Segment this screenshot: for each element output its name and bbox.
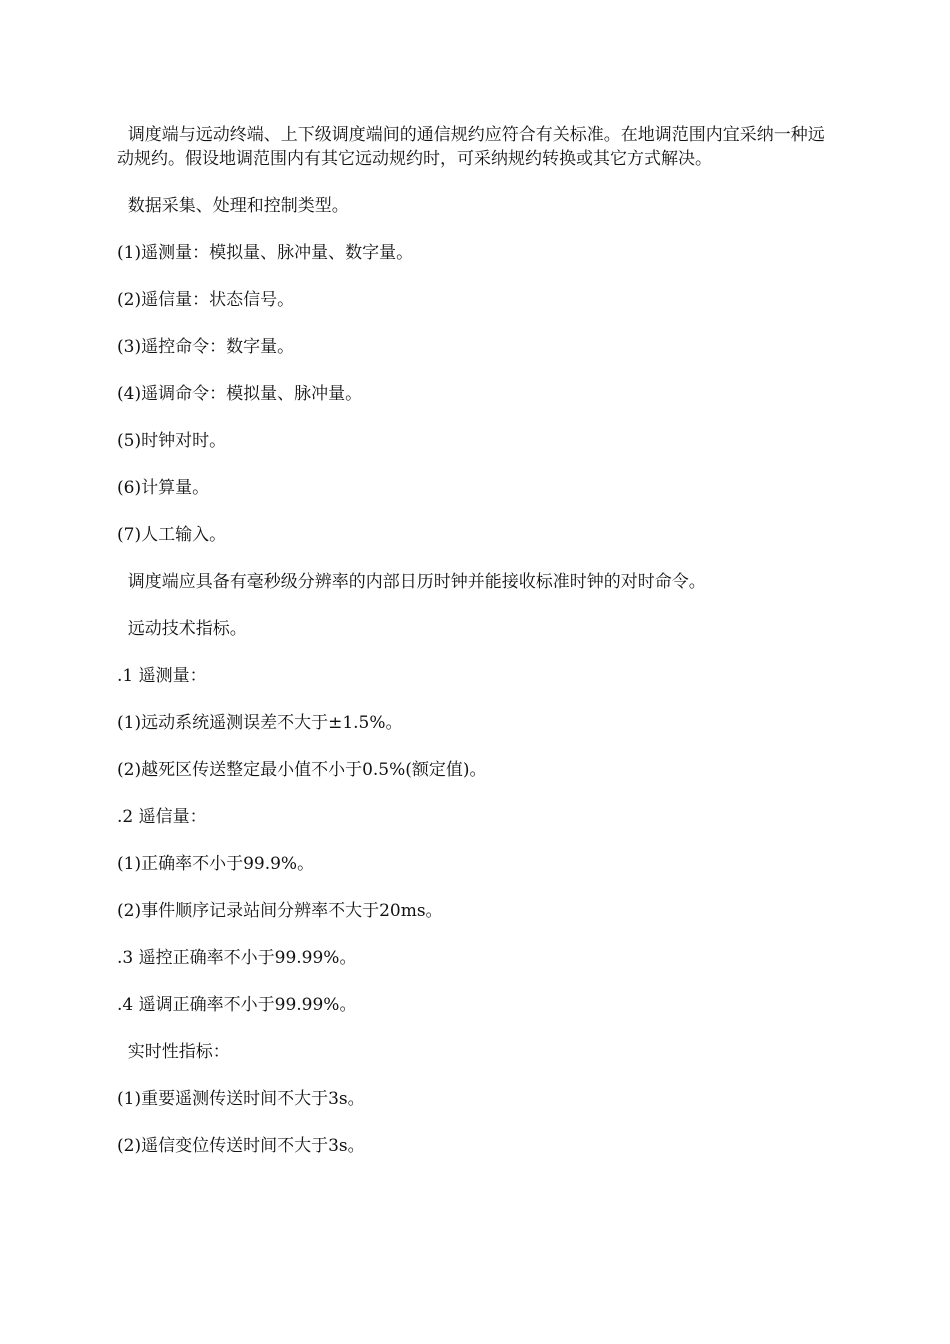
list-item-soe-resolution: (2)事件顺序记录站间分辨率不大于20ms。 — [117, 900, 443, 921]
list-item-calculated: (6)计算量。 — [117, 477, 210, 498]
list-item-clock-sync: (5)时钟对时。 — [117, 430, 227, 451]
list-item-telesignal: (2)遥信量：状态信号。 — [117, 289, 295, 310]
list-item-accuracy: (1)正确率不小于99.9%。 — [117, 853, 315, 874]
paragraph-data-types: 数据采集、处理和控制类型。 — [117, 195, 349, 216]
list-item-telemetry-time: (1)重要遥测传送时间不大于3s。 — [117, 1088, 365, 1109]
list-item-teleadjust: (4)遥调命令：模拟量、脉冲量。 — [117, 383, 363, 404]
list-item-deadband: (2)越死区传送整定最小值不小于0.5%(额定值)。 — [117, 759, 487, 780]
list-item-telecontrol: (3)遥控命令：数字量。 — [117, 336, 295, 357]
section-heading-realtime: 实时性指标： — [117, 1041, 230, 1062]
list-item-telemetry-error: (1)远动系统遥测误差不大于±1.5%。 — [117, 712, 403, 733]
paragraph-clock: 调度端应具备有毫秒级分辨率的内部日历时钟并能接收标准时钟的对时命令。 — [117, 571, 706, 592]
section-heading-indicators: 远动技术指标。 — [117, 618, 247, 639]
subsection-telesignal: .2 遥信量： — [117, 806, 207, 827]
list-item-telesignal-time: (2)遥信变位传送时间不大于3s。 — [117, 1135, 365, 1156]
document-body — [117, 124, 833, 1158]
subsection-telemetry: .1 遥测量： — [117, 665, 207, 686]
subsection-teleadjust: .4 遥调正确率不小于99.99%。 — [117, 994, 357, 1015]
list-item-telemetry: (1)遥测量：模拟量、脉冲量、数字量。 — [117, 242, 414, 263]
subsection-telecontrol: .3 遥控正确率不小于99.99%。 — [117, 947, 357, 968]
paragraph-protocol: 调度端与远动终端、上下级调度端间的通信规约应符合有关标准。在地调范围内宜采纳一种远动规约。假设地调范围内有其它远动规约时，可采纳规约转换或其它方式解决。 — [117, 125, 825, 169]
list-item-manual-input: (7)人工输入。 — [117, 524, 227, 545]
